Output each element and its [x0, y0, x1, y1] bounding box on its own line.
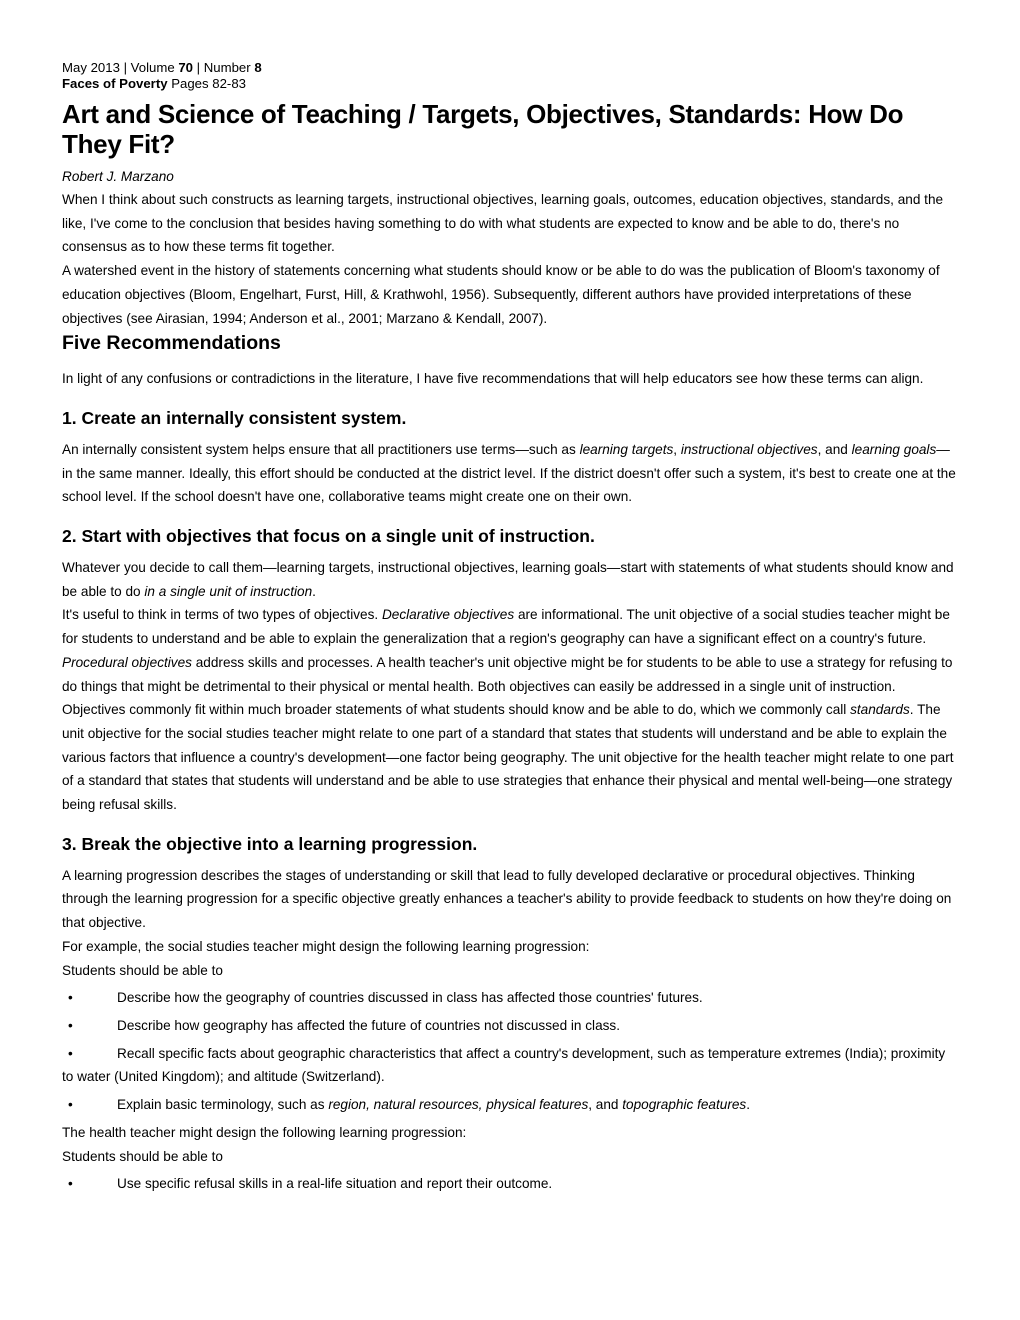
author-byline: Robert J. Marzano: [62, 169, 174, 184]
paragraph-recommendations-intro: In light of any confusions or contradictions in the literature, I have five recommendations that will help educators see how these terms can align.: [62, 371, 924, 387]
list-item-text: Use specific refusal skills in a real-life situation and report their outcome.: [117, 1176, 553, 1192]
paragraph-lead-in-health: The health teacher might design the following learning progression:: [62, 1124, 467, 1140]
issue-line: May 2013 | Volume 70 | Number 8: [62, 60, 262, 75]
paragraph-section-2a: Whatever you decide to call them—learning targets, instructional objectives, learning goals—start with statements of what students should know and be able to do in a single unit of instruction.: [62, 560, 954, 599]
list-item: [62, 986, 958, 1010]
bullet-icon: •: [68, 1017, 73, 1033]
section-heading-2: 2. Start with objectives that focus on a single unit of instruction.: [62, 526, 595, 547]
section-heading-1: 1. Create an internally consistent system.: [62, 407, 407, 428]
paragraph-section-2c: Objectives commonly fit within much broader statements of what students should know and be able to do, which we commonly call standards. The unit objective for the social studies teacher might relate to one part of a standard that states that students will understand and be able to explain the various factors that influence a country's development—one factor being geography. The unit objective for the health teacher might relate to one part of a standard that states that students will understand and be able to use strategies that enhance their physical and mental well-being—one strategy being refusal skills.: [62, 702, 954, 813]
list-item: [62, 1172, 958, 1196]
list-item-text: Describe how the geography of countries discussed in class has affected those countries' futures.: [117, 990, 703, 1006]
paragraph-section-3b: For example, the social studies teacher might design the following learning progression:: [62, 938, 590, 954]
bullet-icon: •: [68, 1176, 73, 1192]
bullet-icon: •: [68, 1097, 73, 1113]
paragraph-section-2b: It's useful to think in terms of two types of objectives. Declarative objectives are informational. The unit objective of a social studies teacher might be for students to understand and be able to explain the generalization that a region's geography can have a significant effect on a country's future. Procedural objectives address skills and processes. A health teacher's unit objective might be for students to be able to use a strategy for refusing to do things that might be detrimental to their physical or mental health. Both objectives can easily be addressed in a single unit of instruction.: [62, 607, 953, 694]
article-title: Art and Science of Teaching / Targets, Objectives, Standards: How Do They Fit?: [62, 99, 904, 159]
section-heading-five-recommendations: Five Recommendations: [62, 332, 281, 355]
list-item-text: Describe how geography has affected the future of countries not discussed in class.: [117, 1017, 621, 1033]
list-item: [62, 1093, 958, 1117]
list-item-text: Recall specific facts about geographic characteristics that affect a country's development, such as temperature extremes (India); proximity to water (United Kingdom); and altitude (Switzerland).: [62, 1045, 946, 1085]
list-item-text: Explain basic terminology, such as region, natural resources, physical features, and topographic features.: [117, 1097, 750, 1113]
paragraph-lead-in-social-studies: Students should be able to: [62, 962, 223, 978]
paragraph-intro-2: A watershed event in the history of statements concerning what students should know or be able to do was the publication of Bloom's taxonomy of education objectives (Bloom, Engelhart, Furst, Hill, & Krathwohl, 1956). Subsequently, different authors have provided interpretations of these objectives (see Airasian, 1994; Anderson et al., 2001; Marzano & Kendall, 2007).: [62, 263, 940, 326]
list-item: [62, 1014, 958, 1038]
bullet-icon: •: [68, 990, 73, 1006]
paragraph-intro-1: When I think about such constructs as learning targets, instructional objectives, learning goals, outcomes, education objectives, standards, and the like, I've come to the conclusion that besides having something to do with what students are expected to know and be able to do, there's no consensus as to how these terms fit together.: [62, 192, 944, 255]
section-heading-3: 3. Break the objective into a learning progression.: [62, 833, 478, 854]
paragraph-section-1: An internally consistent system helps ensure that all practitioners use terms—such as learning targets, instructional objectives, and learning goals—in the same manner. Ideally, this effort should be conducted at the district level. If the district doesn't offer such a system, it's best to create one at the school level. If the school doesn't have one, collaborative teams might create one on their own.: [62, 441, 956, 505]
list-item: [62, 1042, 958, 1089]
bullet-icon: •: [68, 1045, 73, 1061]
paragraph-section-3a: A learning progression describes the stages of understanding or skill that lead to fully developed declarative or procedural objectives. Thinking through the learning progression for a specific objective greatly enhances a teacher's ability to provide feedback to students on how they're doing on that objective.: [62, 867, 952, 931]
theme-pages-line: Faces of Poverty Pages 82-83: [62, 76, 246, 91]
article-body: [62, 188, 958, 1196]
paragraph-students-able: Students should be able to: [62, 1148, 223, 1164]
